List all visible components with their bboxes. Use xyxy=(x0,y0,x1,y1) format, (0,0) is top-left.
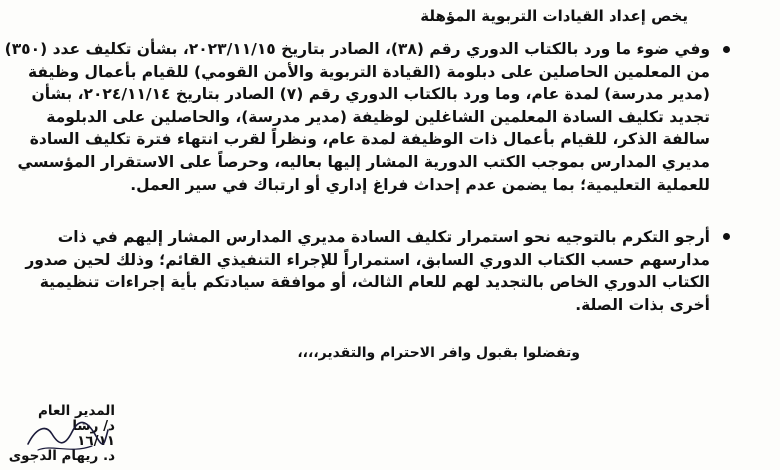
subject-line: يخص إعداد القيادات التربوية المؤهلة xyxy=(420,7,688,25)
paragraph-line: أخرى بذات الصلة. xyxy=(575,295,710,314)
closing-line: وتفضلوا بقبول وافر الاحترام والتقدير،،،، xyxy=(297,345,580,361)
paragraph-1 xyxy=(4,38,710,196)
signatory-name: د. ريهام الدجوى xyxy=(8,448,115,464)
paragraph-line: الكتاب الدوري الخاص بالتجديد لهم للعام الثالث، أو موافقة سيادتكم بأية إجراءات تنظيمية xyxy=(39,273,710,292)
bullet-icon xyxy=(723,233,730,240)
paragraph-line: وفي ضوء ما ورد بالكتاب الدوري رقم (٣٨)، الصادر بتاريخ ٢٠٢٣/١١/١٥، بشأن تكليف عدد (٣٥٠) xyxy=(4,40,710,58)
paragraph-line: (مدير مدرسة) لمدة عام، وما ورد بالكتاب الدوري رقم (٧) الصادر بتاريخ ٢٠٢٤/١١/١٤، بشأن xyxy=(31,85,710,104)
paragraph-line: من المعلمين الحاصلين على دبلومة (القيادة التربوية والأمن القومي) للقيام بأعمال وظيفة xyxy=(28,62,710,81)
bullet-icon xyxy=(723,46,730,53)
paragraph-2 xyxy=(25,226,710,316)
paragraph-line: سالفة الذكر، للقيام بأعمال ذات الوظيفة لمدة عام، ونظراً لقرب انتهاء فترة تكليف السادة xyxy=(29,130,710,149)
paragraph-line: مديري المدارس بموجب الكتب الدورية المشار إليها بعاليه، وحرصاً على الاستقرار المؤسسي xyxy=(17,152,710,171)
handwritten-date: ١٦/١١ xyxy=(77,433,115,449)
paragraph-line: مدارسهم حسب الكتاب الدوري السابق، استمراراً للإجراء التنفيذي القائم؛ وذلك لحين صدور xyxy=(25,250,710,269)
signature-block xyxy=(8,403,115,464)
paragraph-line: تجديد تكليف السادة المعلمين الشاغلين لوظيفة (مدير مدرسة)، والحاصلين على الدبلومة xyxy=(46,107,710,126)
signatory-title: المدير العام xyxy=(38,403,115,419)
paragraph-line: أرجو التكرم بالتوجيه نحو استمرار تكليف السادة مديري المدارس المشار إليهم في ذات xyxy=(57,228,710,246)
paragraph-line: للعملية التعليمية؛ بما يضمن عدم إحداث فراغ إداري أو ارتباك في سير العمل. xyxy=(130,175,710,194)
handwritten-note: د/ رشا xyxy=(72,418,115,434)
